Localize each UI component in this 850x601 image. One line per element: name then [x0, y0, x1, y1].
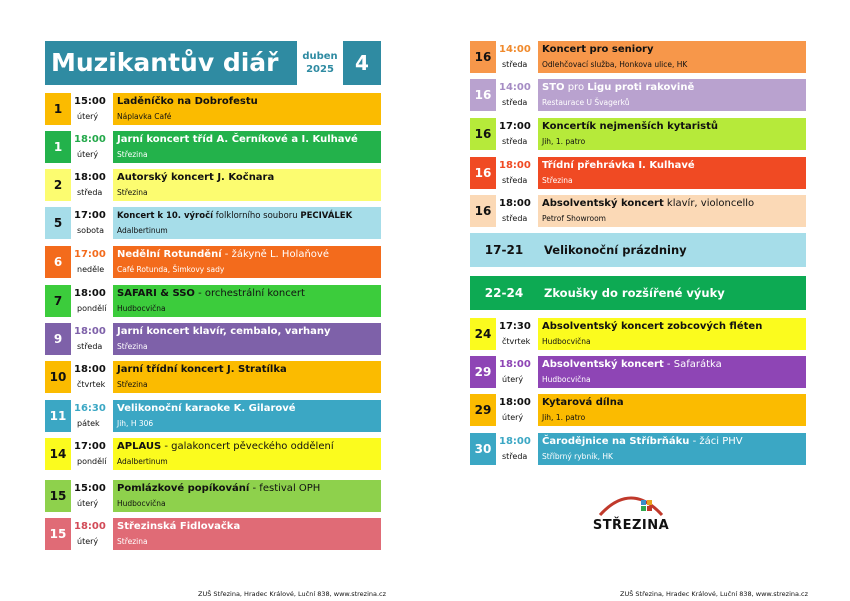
event-title [117, 364, 287, 375]
event-title [542, 44, 654, 55]
event-weekday: středa [502, 137, 528, 146]
event-day: 14 [45, 438, 71, 470]
event-time: 17:00 [499, 121, 531, 132]
event-day: 5 [45, 207, 71, 239]
event-row [470, 433, 806, 465]
event-title [542, 321, 762, 332]
event-body [113, 438, 381, 470]
event-venue: Střezina [542, 176, 573, 185]
event-venue: Střezina [117, 537, 148, 546]
event-time-cell [496, 394, 538, 426]
event-body [538, 394, 806, 426]
band-text: Zkoušky do rozšířené výuky [544, 286, 725, 300]
event-time: 18:00 [499, 397, 531, 408]
event-title [117, 211, 352, 221]
event-title-bold: Koncert k 10. výročí [117, 211, 214, 221]
event-time-cell [71, 131, 113, 163]
event-time: 17:00 [74, 210, 106, 221]
event-weekday: neděle [77, 265, 105, 274]
event-time-cell [71, 480, 113, 512]
event-weekday: středa [502, 176, 528, 185]
event-title-bold: Laděníčko na Dobrofestu [117, 96, 258, 107]
event-title-bold: Třídní přehrávka I. Kulhavé [542, 160, 695, 171]
event-title [542, 397, 624, 408]
event-title-rest: - žákyně L. Holaňové [221, 249, 329, 260]
event-day: 10 [45, 361, 71, 393]
event-title [542, 359, 722, 370]
event-day: 9 [45, 323, 71, 355]
event-time-cell [496, 118, 538, 150]
event-title-bold: Absolventský koncert zobcových fléten [542, 321, 763, 332]
event-title [117, 326, 331, 337]
event-row [45, 323, 381, 355]
event-title [542, 82, 694, 93]
event-day: 1 [45, 93, 71, 125]
event-title [117, 249, 329, 260]
event-day: 30 [470, 433, 496, 465]
event-time: 15:00 [74, 483, 106, 494]
event-time-cell [496, 195, 538, 227]
event-weekday: středa [502, 214, 528, 223]
event-day: 16 [470, 118, 496, 150]
event-row [470, 157, 806, 189]
event-day: 11 [45, 400, 71, 432]
event-row [470, 394, 806, 426]
event-body [538, 118, 806, 150]
event-venue: Hudbocvična [542, 337, 591, 346]
event-title-bold: Jarní koncert klavír, cembalo, varhany [117, 326, 331, 337]
event-body [113, 131, 381, 163]
event-venue: Restaurace U Švagerků [542, 98, 630, 107]
event-row [470, 79, 806, 111]
strezina-logo [586, 483, 676, 539]
footer-left: ZUŠ Střezina, Hradec Králové, Luční 838, www.strezina.cz [198, 590, 387, 598]
event-time-cell [71, 285, 113, 317]
event-time-cell [71, 93, 113, 125]
event-row [470, 41, 806, 73]
event-body [113, 246, 381, 278]
event-weekday: úterý [502, 413, 524, 422]
band-days: 17-21 [484, 243, 524, 257]
event-body [538, 41, 806, 73]
event-row [45, 169, 381, 201]
event-weekday: pátek [77, 419, 100, 428]
event-time: 18:00 [74, 288, 106, 299]
event-time-cell [496, 79, 538, 111]
month-name: duben [302, 51, 338, 62]
event-title-bold: Nedělní Rotundění [117, 249, 222, 260]
event-row [45, 285, 381, 317]
event-title-bold: Pomlázkové popíkování [117, 483, 250, 494]
event-title-bold: STO [542, 82, 565, 93]
event-time: 14:00 [499, 82, 531, 93]
event-body [538, 79, 806, 111]
event-venue: Jih, H 306 [117, 419, 154, 428]
event-day: 16 [470, 41, 496, 73]
logo-text: STŘEZINA [592, 518, 670, 533]
event-venue: Střezina [117, 380, 148, 389]
event-row [45, 400, 381, 432]
event-weekday: úterý [77, 150, 99, 159]
event-title [117, 403, 296, 414]
event-title-bold: Jarní třídní koncert J. Stratílka [117, 364, 287, 375]
event-row [470, 318, 806, 350]
event-title-rest: - festival OPH [249, 483, 321, 494]
event-venue: Hudbocvična [542, 375, 591, 384]
event-weekday: úterý [502, 375, 524, 384]
event-time-cell [71, 400, 113, 432]
event-time-cell [71, 246, 113, 278]
event-title-bold: Střezinská Fidlovačka [117, 521, 241, 532]
event-title-bold: Velikonoční karaoke K. Gilarové [117, 403, 296, 414]
event-time-cell [71, 361, 113, 393]
event-time: 18:00 [74, 326, 106, 337]
event-row [45, 246, 381, 278]
event-venue: Café Rotunda, Šimkovy sady [117, 265, 225, 274]
event-day: 24 [470, 318, 496, 350]
event-title-rest: - orchestrální koncert [194, 288, 305, 299]
event-time-cell [496, 157, 538, 189]
event-title [542, 160, 695, 171]
event-time-cell [71, 207, 113, 239]
calendar-header [45, 41, 381, 85]
event-weekday: úterý [77, 112, 99, 121]
event-title [117, 172, 274, 183]
event-venue: Jih, 1. patro [542, 413, 586, 422]
event-row [45, 93, 381, 125]
event-day: 6 [45, 246, 71, 278]
event-title-rest: - žáci PHV [689, 436, 743, 447]
year: 2025 [306, 64, 334, 75]
event-weekday: středa [502, 60, 528, 69]
event-title-rest: klavír, violoncello [663, 198, 755, 209]
event-venue: Adalbertinum [117, 457, 168, 466]
event-body [113, 323, 381, 355]
event-weekday: středa [77, 342, 103, 351]
event-venue: Odlehčovací služba, Honkova ulice, HK [542, 60, 688, 69]
event-title-bold: Jarní koncert tříd A. Černíkové a I. Kulhavé [117, 134, 358, 145]
event-weekday: středa [77, 188, 103, 197]
event-weekday: pondělí [77, 304, 107, 313]
event-body [538, 356, 806, 388]
event-time: 14:00 [499, 44, 531, 55]
event-title [117, 521, 240, 532]
event-time: 18:00 [499, 198, 531, 209]
break-band [470, 233, 806, 267]
event-title [117, 288, 305, 299]
event-time: 18:00 [499, 359, 531, 370]
event-weekday: úterý [77, 537, 99, 546]
event-time: 17:00 [74, 441, 106, 452]
page-title: Muzikantův diář [45, 41, 297, 85]
event-day: 7 [45, 285, 71, 317]
event-weekday: sobota [77, 226, 105, 235]
event-title [117, 441, 334, 452]
event-day: 15 [45, 480, 71, 512]
event-body [538, 195, 806, 227]
event-time: 18:00 [74, 521, 106, 532]
event-row [45, 438, 381, 470]
event-weekday: pondělí [77, 457, 107, 466]
event-day: 29 [470, 356, 496, 388]
event-venue: Náplavka Café [117, 112, 172, 121]
event-title [542, 436, 743, 447]
event-weekday: úterý [77, 499, 99, 508]
event-title-rest: - galakoncert pěveckého oddělení [161, 441, 334, 452]
event-title [117, 96, 258, 107]
event-time-cell [496, 41, 538, 73]
band-days: 22-24 [484, 286, 524, 300]
event-title-bold: Absolventský koncert [542, 198, 664, 209]
event-title-bold: Absolventský koncert [542, 359, 664, 370]
event-time: 16:30 [74, 403, 106, 414]
event-body [113, 169, 381, 201]
event-time-cell [496, 356, 538, 388]
event-venue: Střezina [117, 188, 148, 197]
event-row [470, 195, 806, 227]
event-day: 16 [470, 79, 496, 111]
event-row [45, 518, 381, 550]
event-title-bold: Koncertík nejmenších kytaristů [542, 121, 719, 132]
event-time: 18:00 [74, 172, 106, 183]
break-band [470, 276, 806, 310]
event-venue: Jih, 1. patro [542, 137, 586, 146]
event-row [45, 361, 381, 393]
event-time-cell [496, 433, 538, 465]
event-title-bold2: Ligu proti rakovině [587, 82, 695, 93]
event-venue: Adalbertinum [117, 226, 168, 235]
event-title-rest: - Safarátka [663, 359, 722, 370]
event-time: 18:00 [74, 364, 106, 375]
event-time: 17:30 [499, 321, 531, 332]
event-body [538, 157, 806, 189]
event-time-cell [496, 318, 538, 350]
event-row [45, 207, 381, 239]
event-time-cell [71, 518, 113, 550]
event-time-cell [71, 438, 113, 470]
event-weekday: středa [502, 98, 528, 107]
footer-right: ZUŠ Střezina, Hradec Králové, Luční 838, www.strezina.cz [620, 590, 809, 598]
event-day: 16 [470, 195, 496, 227]
event-body [113, 93, 381, 125]
event-body [113, 518, 381, 550]
event-title [117, 483, 320, 494]
event-title [542, 198, 754, 209]
event-venue: Petrof Showroom [542, 214, 606, 223]
event-time-cell [71, 169, 113, 201]
event-time: 18:00 [74, 134, 106, 145]
event-venue: Střezina [117, 150, 148, 159]
event-time: 18:00 [499, 160, 531, 171]
event-title-bold: APLAUS [117, 441, 162, 452]
event-venue: Střezina [117, 342, 148, 351]
event-title-mid: folklorního souboru [213, 211, 301, 221]
event-body [113, 480, 381, 512]
band-text: Velikonoční prázdniny [544, 243, 687, 257]
event-title [542, 121, 718, 132]
month-number: 4 [343, 41, 381, 85]
roof-icon [586, 483, 676, 519]
event-row [470, 356, 806, 388]
event-weekday: čtvrtek [77, 380, 106, 389]
event-title-bold: Čarodějnice na Stříbrňáku [542, 436, 690, 447]
event-weekday: středa [502, 452, 528, 461]
event-title-bold: Koncert pro seniory [542, 44, 654, 55]
event-row [470, 118, 806, 150]
event-body [538, 433, 806, 465]
event-venue: Hudbocvična [117, 499, 166, 508]
event-day: 16 [470, 157, 496, 189]
event-title-mid: pro [564, 82, 588, 93]
event-body [113, 207, 381, 239]
event-body [113, 400, 381, 432]
event-body [538, 318, 806, 350]
event-day: 1 [45, 131, 71, 163]
event-title-bold: SAFARI & SSO [117, 288, 195, 299]
event-row [45, 131, 381, 163]
event-title-bold: Kytarová dílna [542, 397, 624, 408]
event-row [45, 480, 381, 512]
month-label [297, 41, 343, 85]
event-body [113, 361, 381, 393]
event-venue: Stříbrný rybník, HK [542, 452, 613, 461]
event-time: 17:00 [74, 249, 106, 260]
event-title-bold: Autorský koncert J. Kočnara [117, 172, 275, 183]
event-body [113, 285, 381, 317]
event-title-bold2: PECIVÁLEK [300, 211, 353, 221]
event-day: 15 [45, 518, 71, 550]
event-weekday: čtvrtek [502, 337, 531, 346]
event-venue: Hudbocvična [117, 304, 166, 313]
event-title [117, 134, 358, 145]
event-time: 15:00 [74, 96, 106, 107]
event-day: 29 [470, 394, 496, 426]
event-day: 2 [45, 169, 71, 201]
event-time: 18:00 [499, 436, 531, 447]
event-time-cell [71, 323, 113, 355]
